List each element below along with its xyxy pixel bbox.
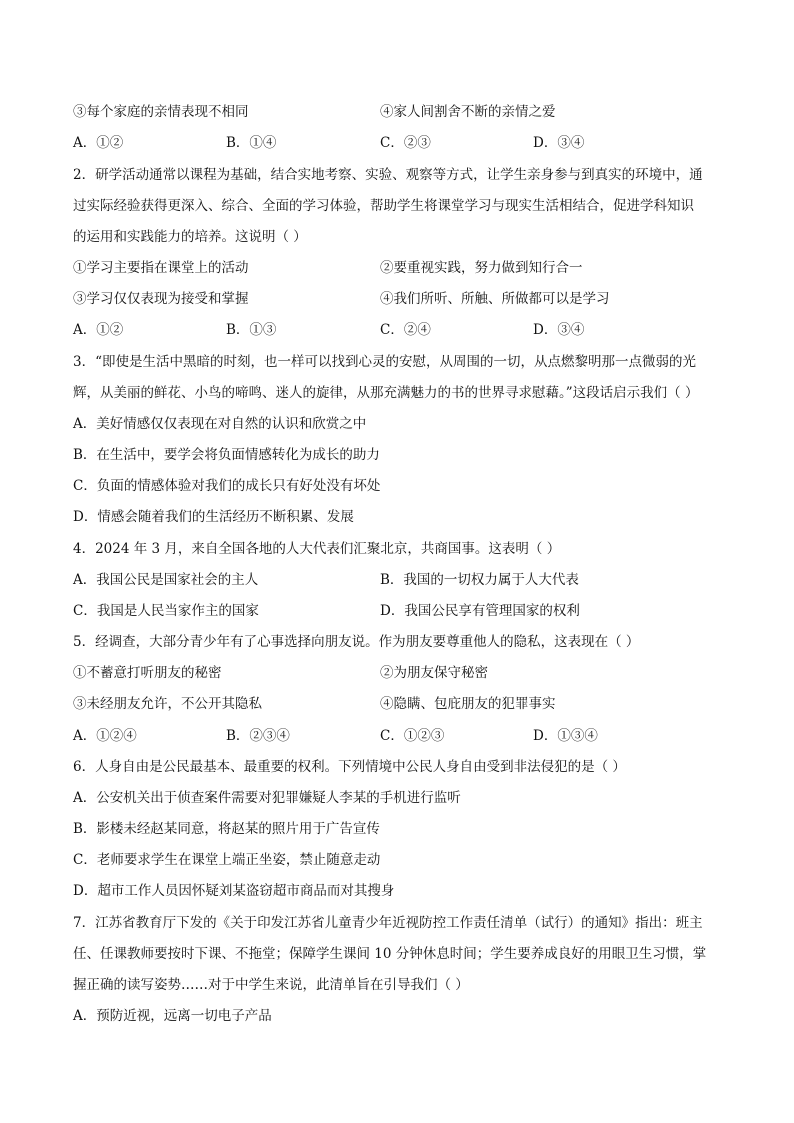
- option-a: A．①②: [73, 135, 124, 151]
- option-c: C．①②③: [380, 728, 445, 744]
- option-d: D．③④: [533, 135, 585, 151]
- option-d: D．③④: [533, 322, 585, 338]
- statement-3: ③未经朋友允许，不公开其隐私: [73, 696, 262, 712]
- question-2-line-1: 2．研学活动通常以课程为基础，结合实地考察、实验、观察等方式，让学生亲身参与到真实的环境中，通: [73, 167, 703, 183]
- option-b: B．①④: [226, 135, 277, 151]
- option-d: D．我国公民享有管理国家的权利: [380, 603, 580, 619]
- option-c: C．我国是人民当家作主的国家: [73, 603, 259, 619]
- question-7-line-2: 任、任课教师要按时下课、不拖堂；保障学生课间 10 分钟休息时间；学生要养成良好的用眼卫生习惯，掌: [73, 946, 707, 962]
- option-a: A．①②: [73, 322, 124, 338]
- statement-2: ②要重视实践，努力做到知行合一: [380, 260, 583, 276]
- option-a: A．公安机关出于侦查案件需要对犯罪嫌疑人李某的手机进行监听: [73, 790, 461, 806]
- option-a: A．美好情感仅仅表现在对自然的认识和欣赏之中: [73, 416, 367, 432]
- question-3-line-1: 3．“即使是生活中黑暗的时刻，也一样可以找到心灵的安慰，从周围的一切，从点燃黎明那一点微弱的光: [73, 354, 696, 370]
- question-7-line-1: 7．江苏省教育厅下发的《关于印发江苏省儿童青少年近视防控工作责任清单（试行）的通知》指出：班主: [73, 915, 703, 931]
- option-c: C．负面的情感体验对我们的成长只有好处没有坏处: [73, 478, 381, 494]
- statement-4: ④我们所听、所触、所做都可以是学习: [380, 291, 610, 307]
- option-c: C．②③: [380, 135, 431, 151]
- option-b: B．我国的一切权力属于人大代表: [380, 572, 579, 588]
- statement-1: ①学习主要指在课堂上的活动: [73, 260, 249, 276]
- option-c: C．老师要求学生在课堂上端正坐姿，禁止随意走动: [73, 852, 381, 868]
- statement-3: ③学习仅仅表现为接受和掌握: [73, 291, 249, 307]
- question-5-line-1: 5．经调查，大部分青少年有了心事选择向朋友说。作为朋友要尊重他人的隐私，这表现在（ ）: [73, 634, 640, 650]
- question-4-line-1: 4．2024 年 3 月，来自全国各地的人大代表们汇聚北京，共商国事。这表明（ ）: [73, 541, 561, 557]
- statement-1: ①不蓄意打听朋友的秘密: [73, 665, 222, 681]
- option-b: B．影楼未经赵某同意，将赵某的照片用于广告宣传: [73, 821, 380, 837]
- option-a: A．我国公民是国家社会的主人: [73, 572, 259, 588]
- option-d: D．情感会随着我们的生活经历不断积累、发展: [73, 509, 354, 525]
- option-a: A．①②④: [73, 728, 137, 744]
- question-2-line-3: 的运用和实践能力的培养。这说明（ ）: [73, 229, 307, 245]
- option-b: B．在生活中，要学会将负面情感转化为成长的助力: [73, 447, 380, 463]
- question-7-line-3: 握正确的读写姿势……对于中学生来说，此清单旨在引导我们（ ）: [73, 977, 469, 993]
- statement-3: ③每个家庭的亲情表现不相同: [73, 104, 249, 120]
- question-6-line-1: 6．人身自由是公民最基本、最重要的权利。下列情境中公民人身自由受到非法侵犯的是（ ）: [73, 759, 626, 775]
- option-d: D．①③④: [533, 728, 598, 744]
- option-b: B．①③: [226, 322, 277, 338]
- statement-4: ④家人间割舍不断的亲情之爱: [380, 104, 556, 120]
- question-3-line-2: 辉，从美丽的鲜花、小鸟的啼鸣、迷人的旋律，从那充满魅力的书的世界寻求慰藉。”这段话启示我们（ ）: [73, 385, 699, 401]
- statement-4: ④隐瞒、包庇朋友的犯罪事实: [380, 696, 556, 712]
- option-b: B．②③④: [226, 728, 290, 744]
- option-c: C．②④: [380, 322, 431, 338]
- option-a: A．预防近视，远离一切电子产品: [73, 1008, 272, 1024]
- option-d: D．超市工作人员因怀疑刘某盗窃超市商品而对其搜身: [73, 883, 395, 899]
- statement-2: ②为朋友保守秘密: [380, 665, 488, 681]
- question-2-line-2: 过实际经验获得更深入、综合、全面的学习体验，帮助学生将课堂学习与现实生活相结合，促进学科知识: [73, 198, 694, 214]
